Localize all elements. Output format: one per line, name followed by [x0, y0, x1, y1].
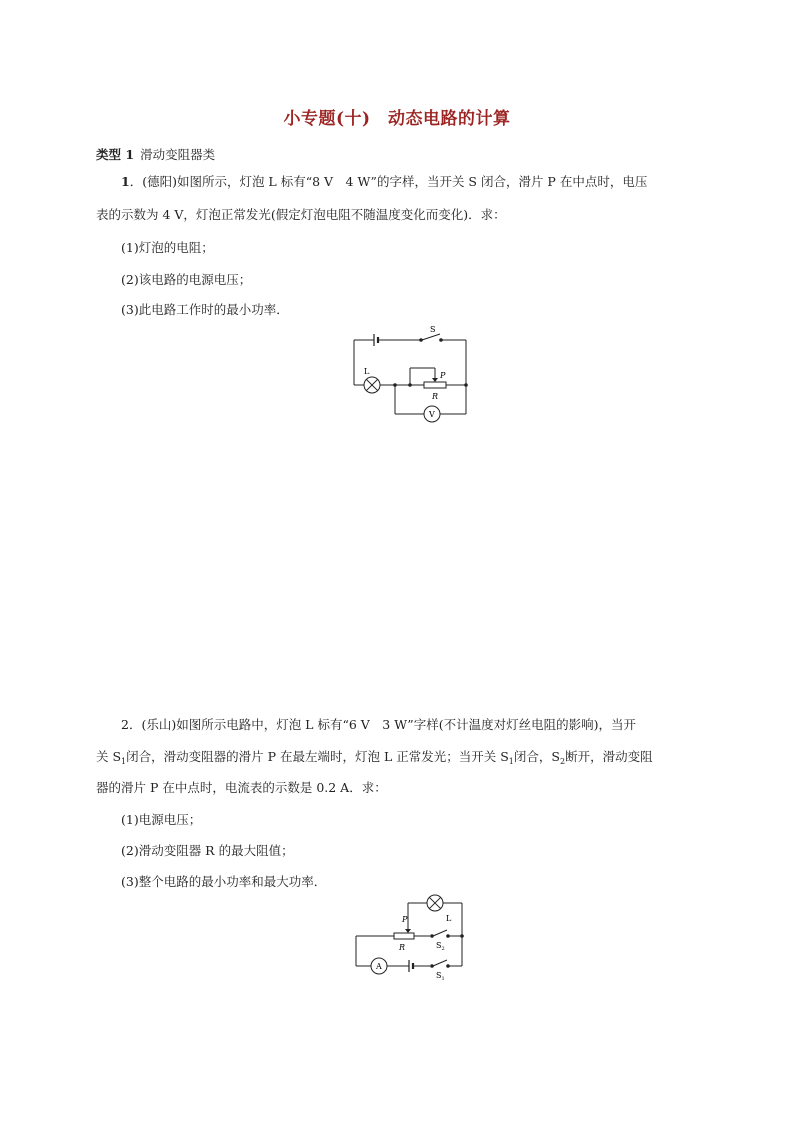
q1-lamp-label: L	[364, 367, 370, 376]
q1-text-1: ．(德阳)如图所示，灯泡 L 标有“8 V 4 W”的字样，当开关 S 闭合，滑片 P 在中点时，电压	[129, 174, 648, 189]
q1-part-3: (3)此电路工作时的最小功率．	[121, 302, 289, 317]
q2-text-2a: 关 S	[96, 749, 122, 764]
q1-switch-label: S	[430, 325, 436, 334]
q2-resistor-label: R	[399, 943, 406, 952]
section-label: 类型 1	[96, 147, 135, 162]
q2-sub-2: 2	[559, 757, 566, 766]
q2-part-3: (3)整个电路的最小功率和最大功率．	[121, 874, 327, 889]
q2-slider-label: P	[402, 915, 408, 924]
q2-switch1-label: $S_1$	[436, 971, 445, 982]
q1-meter-label: V	[429, 410, 435, 419]
q2-rheostat-icon	[394, 933, 414, 939]
q2-part-1: (1)电源电压；	[121, 812, 202, 827]
q2-sub-1a: 1	[121, 757, 127, 766]
q1-part-2: (2)该电路的电源电压；	[121, 272, 252, 287]
q2-sub-1b: 1	[508, 757, 514, 766]
q1-circuit-diagram	[340, 322, 480, 424]
q2-line-2	[96, 749, 706, 770]
q2-part-2: (2)滑动变阻器 R 的最大阻值；	[121, 843, 294, 858]
q2-circuit-diagram	[346, 890, 476, 986]
q2-switch2-blade	[433, 930, 447, 936]
q1-resistor-label: R	[432, 392, 439, 401]
q2-text-2d: 断开，滑动变阻	[565, 749, 653, 764]
q2-text-2c: 闭合，S	[513, 749, 560, 764]
q1-slider-label: P	[440, 371, 446, 380]
q1-line-1	[121, 174, 706, 190]
q2-line-3: 器的滑片 P 在中点时，电流表的示数是 0.2 A．求：	[96, 780, 387, 795]
q1-number: 1	[121, 174, 130, 189]
q2-switch2-label: $S_2$	[436, 941, 445, 952]
q1-rheostat-icon	[424, 382, 446, 388]
q1-switch-blade	[422, 334, 440, 340]
q2-line-1: 2．(乐山)如图所示电路中，灯泡 L 标有“6 V 3 W”字样(不计温度对灯丝电阻的影响)，当开	[121, 717, 636, 732]
section-name: 滑动变阻器类	[140, 147, 216, 162]
q2-switch1-blade	[433, 960, 447, 966]
q1-line-2: 表的示数为 4 V，灯泡正常发光(假定灯泡电阻不随温度变化而变化)．求：	[96, 207, 506, 222]
q2-text-2b: 闭合，滑动变阻器的滑片 P 在最左端时，灯泡 L 正常发光；当开关 S	[126, 749, 509, 764]
q1-part-1: (1)灯泡的电阻；	[121, 240, 214, 255]
q2-meter-label: A	[376, 962, 382, 971]
page-title: 小专题(十) 动态电路的计算	[283, 109, 511, 129]
section-heading	[96, 147, 706, 163]
q2-lamp-label: L	[446, 914, 452, 923]
